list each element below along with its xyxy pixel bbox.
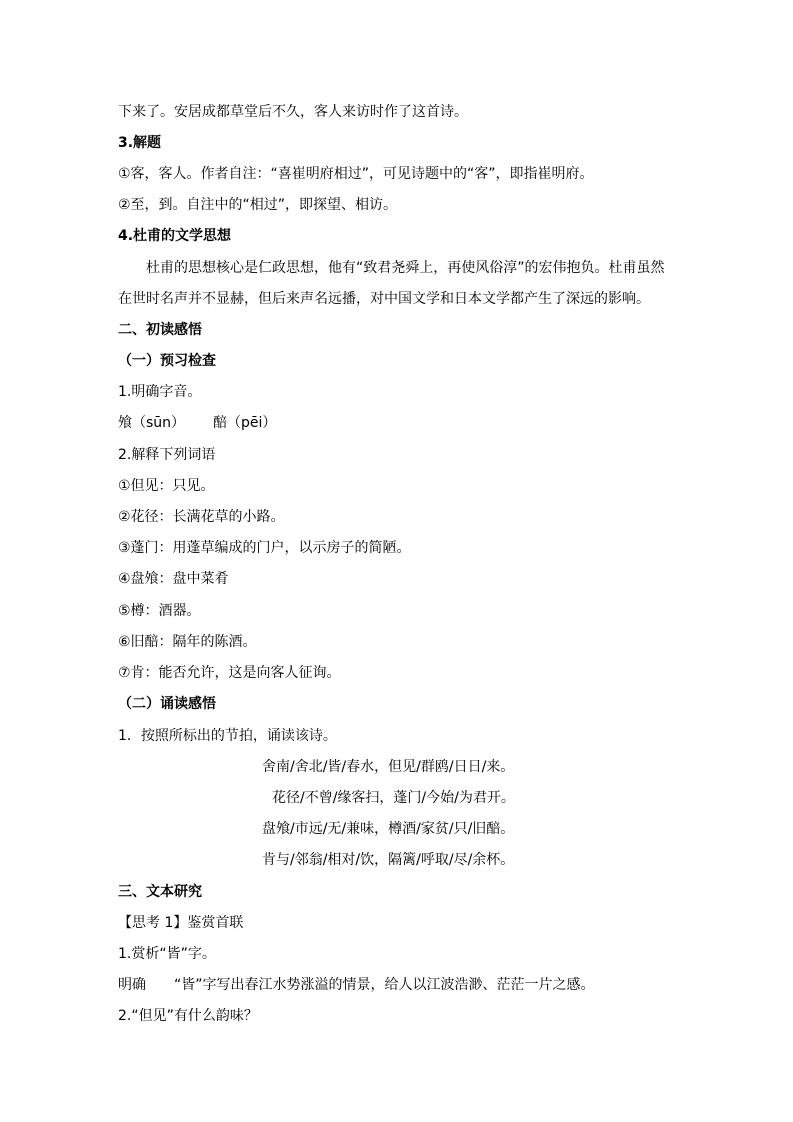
subsection-2-heading: （二）诵读感悟 xyxy=(118,696,216,712)
subsection-1-heading: （一）预习检查 xyxy=(118,353,216,369)
think-1-label: 【思考 1】鉴赏首联 xyxy=(118,915,244,931)
word-explanation: ⑥旧醅：隔年的陈酒。 xyxy=(118,634,257,650)
answer-label: 明确 xyxy=(118,977,146,993)
question-2-label: 2.解释下列词语 xyxy=(118,447,216,463)
word-explanation: ④盘飧：盘中菜肴 xyxy=(118,571,229,587)
pronunciation-sun: 飧（sūn） xyxy=(118,415,186,431)
pronunciation-line xyxy=(118,413,276,433)
word-explanation: ⑦肯：能否允许，这是向客人征询。 xyxy=(118,665,341,681)
section-4-paragraph-line-2: 在世时名声并不显赫，但后来声名远播，对中国文学和日本文学都产生了深远的影响。 xyxy=(118,291,650,307)
poem-line-4: 肯与/邻翁/相对/饮，隔篱/呼取/尽/余杯。 xyxy=(262,852,515,868)
think-1-question-1: 1.赏析“皆”字。 xyxy=(118,946,216,962)
section-4-heading: 4.杜甫的文学思想 xyxy=(118,228,232,244)
section-3-item-1: ①客，客人。作者自注：“喜崔明府相过”，可见诗题中的“客”，即指崔明府。 xyxy=(118,166,594,182)
section-4-paragraph-line-1: 杜甫的思想核心是仁政思想，他有“致君尧舜上，再使风俗淳”的宏伟抱负。杜甫虽然 xyxy=(146,260,665,276)
section-3-heading: 3.解题 xyxy=(118,135,162,151)
word-explanation: ②花径：长满花草的小路。 xyxy=(118,509,285,525)
answer-text: “皆”字写出春江水势涨溢的情景，给人以江波浩渺、茫茫一片之感。 xyxy=(174,977,595,993)
recite-instruction: 1．按照所标出的节拍，诵读该诗。 xyxy=(118,728,337,744)
answer-line xyxy=(118,975,595,995)
word-explanation: ⑤樽：酒器。 xyxy=(118,603,201,619)
line-intro-tail: 下来了。安居成都草堂后不久，客人来访时作了这首诗。 xyxy=(118,104,468,120)
word-explanation: ①但见：只见。 xyxy=(118,478,215,494)
question-1-label: 1.明确字音。 xyxy=(118,384,202,400)
poem-line-2: 花径/不曾/缘客扫，蓬门/今始/为君开。 xyxy=(272,790,515,806)
section-3-item-2: ②至，到。自注中的“相过”，即探望、相访。 xyxy=(118,197,398,213)
part-3-heading: 三、文本研究 xyxy=(118,884,202,900)
word-explanation: ③蓬门：用蓬草编成的门户，以示房子的简陋。 xyxy=(118,540,411,556)
poem-line-1: 舍南/舍北/皆/春水，但见/群鸥/日日/来。 xyxy=(262,759,515,775)
pronunciation-pei: 醅（pēi） xyxy=(213,415,277,431)
think-1-question-2: 2.“但见”有什么韵味？ xyxy=(118,1008,258,1024)
part-2-heading: 二、初读感悟 xyxy=(118,322,202,338)
poem-line-3: 盘飧/市远/无/兼味，樽酒/家贫/只/旧醅。 xyxy=(262,821,515,837)
